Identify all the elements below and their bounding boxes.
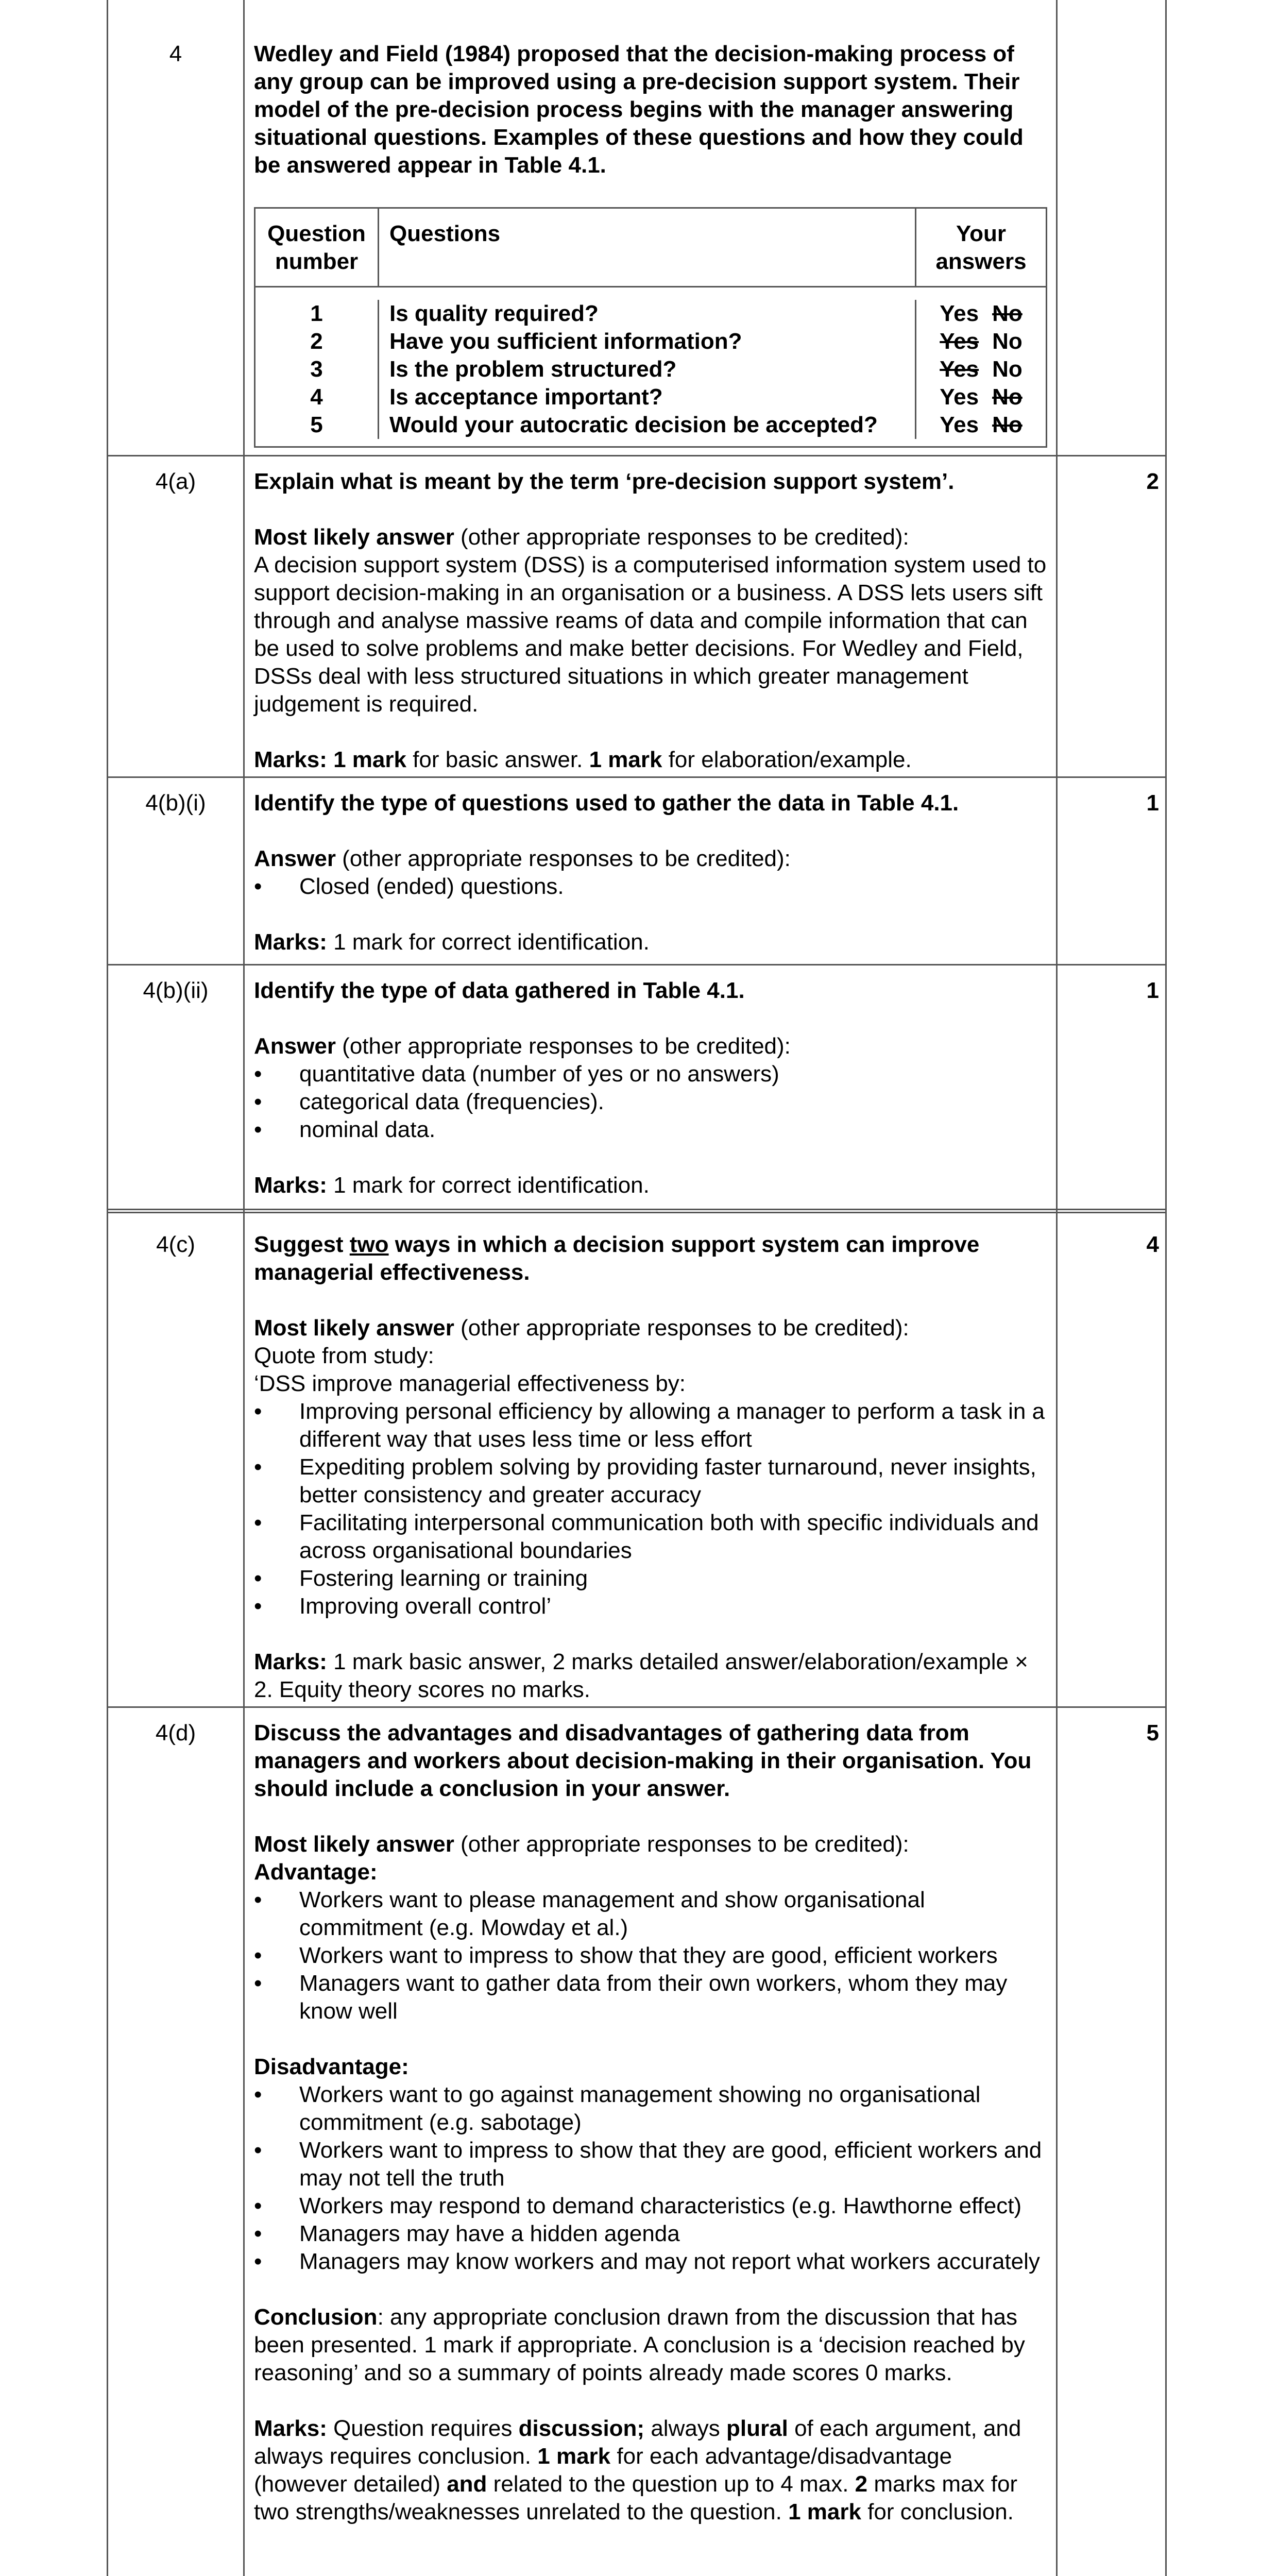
- answer-no: No: [992, 301, 1023, 326]
- question-number: 4(c): [156, 1232, 195, 1257]
- question-number: 4(d): [155, 1720, 196, 1745]
- answer-list: [254, 873, 1050, 901]
- disadvantage-list: [254, 2081, 1050, 2276]
- table-row-number: 3: [310, 357, 323, 382]
- marks-text: Marks: 1 mark for correct identification.: [254, 1173, 650, 1198]
- table-row-question: Is quality required?: [389, 301, 599, 326]
- marks-value: 2: [1146, 469, 1159, 494]
- answer-yes: Yes: [940, 412, 979, 437]
- question-body: [254, 1719, 1050, 2526]
- question-body: [254, 40, 1050, 448]
- question-text: Identify the type of questions used to gather the data in Table 4.1.: [254, 790, 959, 816]
- list-item: • Closed (ended) questions.: [254, 873, 1050, 901]
- marks-text: Marks: 1 mark basic answer, 2 marks detailed answer/elaboration/example × 2. Equity theory scores no marks.: [254, 1649, 1028, 1702]
- question-text: Wedley and Field (1984) proposed that the decision-making process of any group can be improved using a pre-decision support system. Their model of the pre-decision process begins with the manager answering situational questions. Examples of these questions and how they could be answered appear in Table 4.1.: [254, 41, 1024, 178]
- table-row-answer: [916, 300, 1046, 328]
- answer-no: No: [992, 384, 1023, 410]
- answer-no: No: [992, 357, 1023, 382]
- answer-heading: Answer (other appropriate responses to be credited):: [254, 1033, 791, 1059]
- list-item: • Facilitating interpersonal communication both with specific individuals and across organisational boundaries: [254, 1509, 1050, 1565]
- table-row-question: Is the problem structured?: [389, 357, 677, 382]
- disadvantage-heading: Disadvantage:: [254, 2054, 409, 2079]
- question-text: Suggest two ways in which a decision support system can improve managerial effectiveness.: [254, 1232, 980, 1285]
- list-item: • Workers want to impress to show that they are good, efficient workers: [254, 1942, 1050, 1970]
- row-q4d: [108, 1706, 1165, 2576]
- question-body: [254, 789, 1050, 956]
- list-item: • Managers want to gather data from their own workers, whom they may know well: [254, 1970, 1050, 2025]
- list-item: • Workers want to go against management showing no organisational commitment (e.g. sabotage): [254, 2081, 1050, 2137]
- row-q4c: [108, 1209, 1165, 1706]
- row-q4a: [108, 455, 1165, 776]
- table-row-question: Would your autocratic decision be accepted?: [389, 412, 878, 437]
- row-q4: [108, 0, 1165, 455]
- advantage-heading: Advantage:: [254, 1859, 378, 1885]
- question-text: Explain what is meant by the term ‘pre-decision support system’.: [254, 469, 955, 494]
- question-text: Discuss the advantages and disadvantages of gathering data from managers and workers about decision-making in their organisation. You should include a conclusion in your answer.: [254, 1720, 1032, 1801]
- table-row-number: 5: [310, 412, 323, 437]
- answer-heading: Most likely answer (other appropriate responses to be credited):: [254, 1315, 909, 1341]
- table-body: [255, 287, 1046, 446]
- answer-heading: Answer (other appropriate responses to be credited):: [254, 846, 791, 871]
- answer-yes: Yes: [940, 301, 979, 326]
- answer-list: [254, 1398, 1050, 1620]
- answer-heading: Most likely answer (other appropriate responses to be credited):: [254, 1832, 909, 1857]
- number-column: [255, 300, 379, 439]
- list-item: • Workers want to impress to show that they are good, efficient workers and may not tell the truth: [254, 2137, 1050, 2192]
- question-number: 4(b)(ii): [143, 978, 209, 1003]
- marks-text: Marks: 1 mark for correct identification.: [254, 929, 650, 955]
- table-row-answer: [916, 383, 1046, 411]
- table-header: [255, 209, 1046, 287]
- answer-yes: Yes: [940, 384, 979, 410]
- answer-list: [254, 1060, 1050, 1144]
- answer-yes: Yes: [940, 329, 979, 354]
- row-q4bii: [108, 964, 1165, 1209]
- table-row-question: Have you sufficient information?: [389, 329, 742, 354]
- question-column: [379, 300, 916, 439]
- answers-column: [916, 300, 1046, 439]
- marks-value: 4: [1146, 1232, 1159, 1257]
- marks-text: Marks: 1 mark for basic answer. 1 mark for elaboration/example.: [254, 747, 912, 772]
- list-item: • Fostering learning or training: [254, 1565, 1050, 1592]
- table-row-question: Is acceptance important?: [389, 384, 663, 410]
- question-body: [254, 977, 1050, 1199]
- row-q4bi: [108, 776, 1165, 964]
- list-item: • Improving personal efficiency by allowing a manager to perform a task in a different way that uses less time or less effort: [254, 1398, 1050, 1453]
- answer-no: No: [992, 329, 1023, 354]
- question-body: [254, 1231, 1050, 1704]
- table-row-answer: [916, 328, 1046, 355]
- marks-value: 1: [1146, 790, 1159, 816]
- marks-value: 1: [1146, 978, 1159, 1003]
- answer-no: No: [992, 412, 1023, 437]
- marks-value: 5: [1146, 1720, 1159, 1745]
- list-item: • quantitative data (number of yes or no answers): [254, 1060, 1050, 1088]
- quote-lead: ‘DSS improve managerial effectiveness by:: [254, 1371, 686, 1396]
- list-item: • Workers want to please management and show organisational commitment (e.g. Mowday et al.): [254, 1886, 1050, 1942]
- list-item: • nominal data.: [254, 1116, 1050, 1144]
- table-row-answer: [916, 411, 1046, 439]
- question-text: Identify the type of data gathered in Table 4.1.: [254, 978, 745, 1003]
- list-item: • categorical data (frequencies).: [254, 1088, 1050, 1116]
- header-your-answers: Your answers: [935, 221, 1027, 274]
- table-row-number: 1: [310, 301, 323, 326]
- answer-heading: Most likely answer (other appropriate responses to be credited):: [254, 524, 909, 550]
- table-row-number: 4: [310, 384, 323, 410]
- table-row-number: 2: [310, 329, 323, 354]
- advantage-list: [254, 1886, 1050, 2025]
- table-4-1: [254, 207, 1047, 448]
- header-question-number: Question number: [255, 209, 379, 286]
- marks-text: Marks: Question requires discussion; always plural of each argument, and always requires conclusion. 1 mark for each advantage/disadvantage (however detailed) and related to the question up to 4 max. 2 marks max for two strengths/weaknesses unrelated to the question. 1 mark for conclusion.: [254, 2416, 1021, 2524]
- conclusion-text: Conclusion: any appropriate conclusion drawn from the discussion that has been presented. 1 mark if appropriate. A conclusion is a ‘decision reached by reasoning’ and so a summary of points already made scores 0 marks.: [254, 2304, 1025, 2385]
- question-number: 4(a): [155, 469, 196, 494]
- quote-intro: Quote from study:: [254, 1343, 434, 1368]
- mark-scheme-table: [107, 0, 1167, 2576]
- answer-yes: Yes: [940, 357, 979, 382]
- question-body: [254, 468, 1050, 774]
- question-number: 4(b)(i): [145, 790, 206, 816]
- answer-text: A decision support system (DSS) is a computerised information system used to support decision-making in an organisation or a business. A DSS lets users sift through and analyse massive reams of data and compile information that can be used to solve problems and make better decisions. For Wedley and Field, DSSs deal with less structured situations in which greater management judgement is required.: [254, 552, 1047, 717]
- header-questions: Questions: [379, 209, 916, 286]
- list-item: • Expediting problem solving by providing faster turnaround, never insights, better consistency and greater accuracy: [254, 1453, 1050, 1509]
- list-item: • Improving overall control’: [254, 1592, 1050, 1620]
- list-item: • Managers may know workers and may not report what workers accurately: [254, 2248, 1050, 2276]
- list-item: • Managers may have a hidden agenda: [254, 2220, 1050, 2248]
- list-item: • Workers may respond to demand characteristics (e.g. Hawthorne effect): [254, 2192, 1050, 2220]
- question-number: 4: [169, 41, 182, 66]
- table-row-answer: [916, 355, 1046, 383]
